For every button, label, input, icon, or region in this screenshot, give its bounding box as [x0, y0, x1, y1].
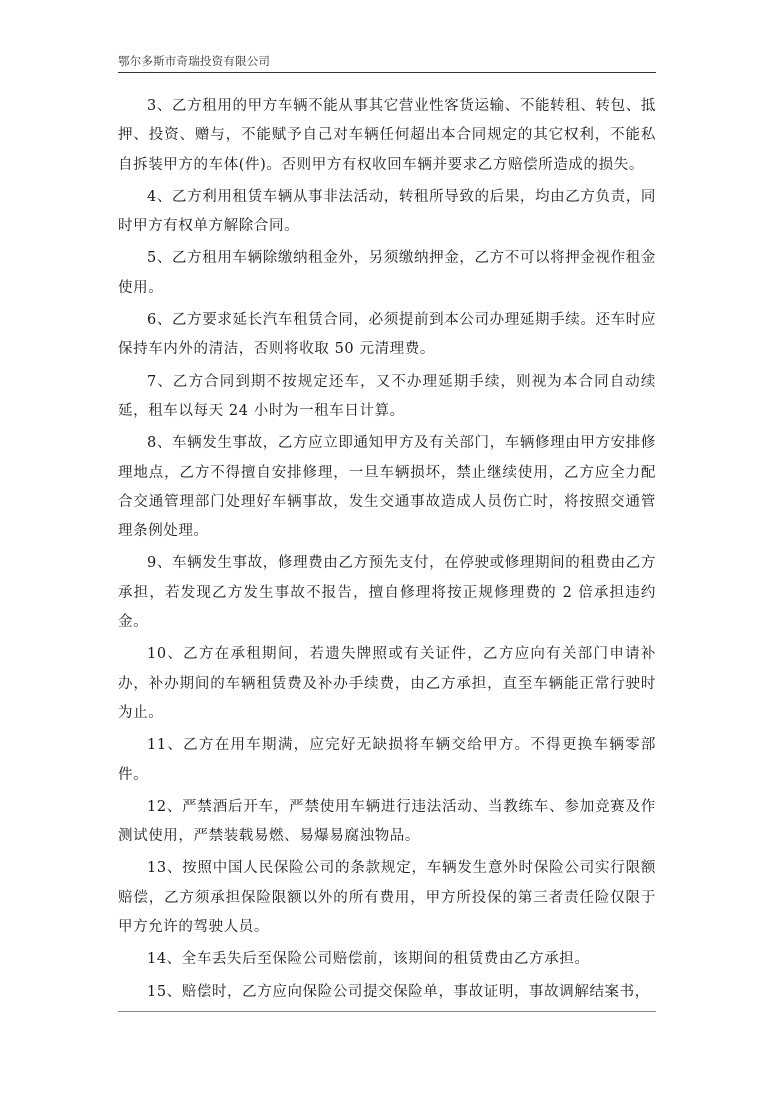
company-name: 鄂尔多斯市奇瑞投资有限公司	[118, 54, 271, 68]
clause-3: 3、乙方租用的甲方车辆不能从事其它营业性客货运输、不能转租、转包、抵押、投资、赠与，不能赋予自己对车辆任何超出本合同规定的其它权利，不能私自拆装甲方的车体(件)。否则甲方有权收回车辆并要求乙方赔偿所造成的损失。	[118, 98, 656, 173]
clause-15: 15、赔偿时，乙方应向保险公司提交保险单，事故证明，事故调解结案书，	[147, 983, 650, 1000]
clause-11: 11、乙方在用车期满，应完好无缺损将车辆交给甲方。不得更换车辆零部件。	[118, 737, 656, 783]
clause-8: 8、车辆发生事故，乙方应立即通知甲方及有关部门，车辆修理由甲方安排修理地点，乙方不得擅自安排修理，一旦车辆损坏，禁止继续使用，乙方应全力配合交通管理部门处理好车辆事故，发生交通事故造成人员伤亡时，将按照交通管理条例处理。	[118, 435, 656, 540]
clause-12: 12、严禁酒后开车，严禁使用车辆进行违法活动、当教练车、参加竞赛及作测试使用，严禁装载易燃、易爆易腐浊物品。	[118, 798, 656, 845]
clause-6: 6、乙方要求延长汽车租赁合同，必须提前到本公司办理延期手续。还车时应保持车内外的清洁，否则将收取 50 元清理费。	[118, 312, 656, 358]
contract-body	[118, 92, 656, 1010]
page-header	[118, 54, 656, 72]
clause-5: 5、乙方租用车辆除缴纳租金外，另须缴纳押金，乙方不可以将押金视作租金使用。	[118, 250, 656, 296]
clause-4: 4、乙方利用租赁车辆从事非法活动，转租所导致的后果，均由乙方负责，同时甲方有权单方解除合同。	[118, 188, 656, 235]
clause-7: 7、乙方合同到期不按规定还车，又不办理延期手续，则视为本合同自动续延，租车以每天 24 小时为一租车日计算。	[118, 373, 656, 419]
clause-9: 9、车辆发生事故，修理费由乙方预先支付，在停驶或修理期间的租费由乙方承担，若发现乙方发生事故不报告，擅自修理将按正规修理费的 2 倍承担违约金。	[118, 555, 656, 631]
clause-13: 13、按照中国人民保险公司的条款规定，车辆发生意外时保险公司实行限额赔偿，乙方须承担保险限额以外的所有费用，甲方所投保的第三者责任险仅限于甲方允许的驾驶人员。	[118, 860, 656, 936]
clause-14: 14、全车丢失后至保险公司赔偿前，该期间的租赁费由乙方承担。	[147, 951, 590, 968]
clause-10: 10、乙方在承租期间，若遗失牌照或有关证件，乙方应向有关部门申请补办，补办期间的车辆租赁费及补办手续费，由乙方承担，直至车辆能正常行驶时为止。	[118, 646, 656, 721]
footer-divider	[118, 1011, 656, 1012]
header-divider	[118, 72, 656, 73]
